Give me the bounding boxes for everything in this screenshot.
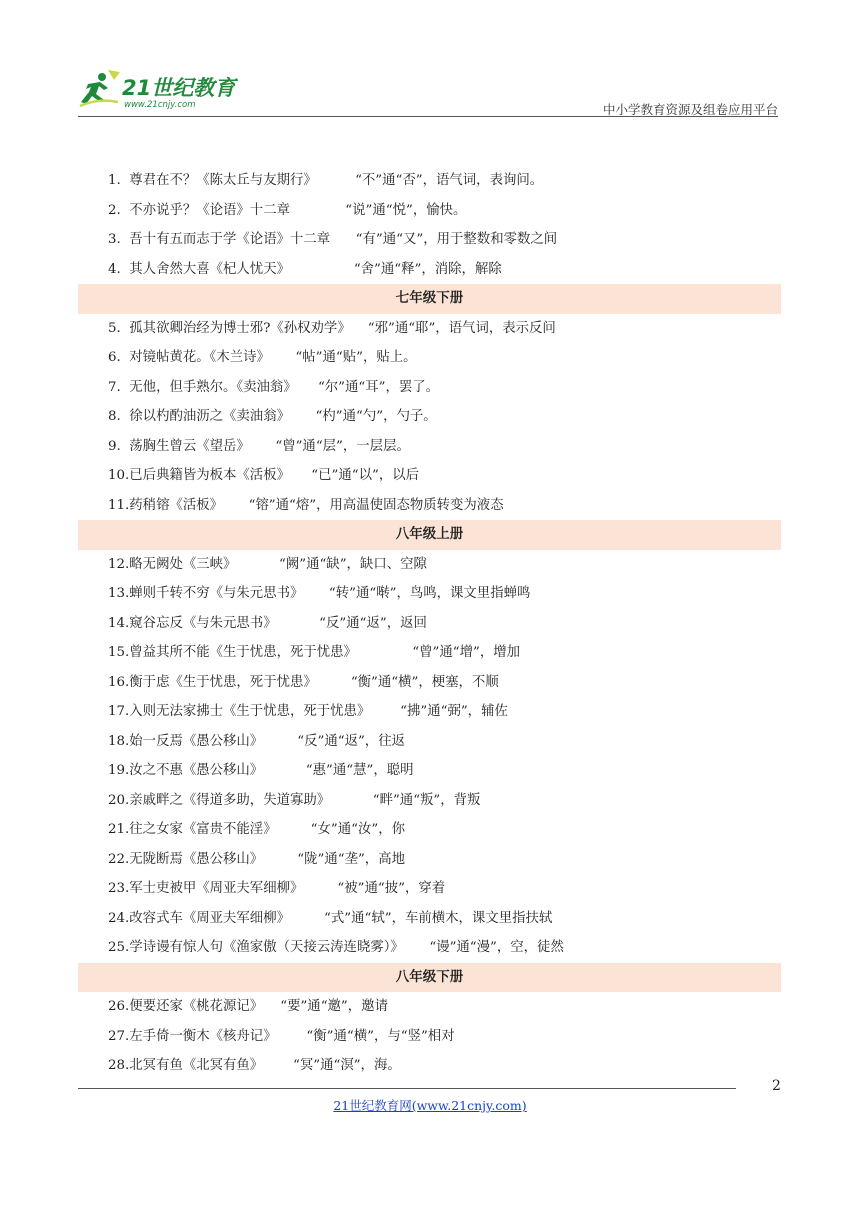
list-item: 17.入则无法家拂士《生于忧患，死于忧患》 “拂”通“弼”，辅佐 [108, 704, 508, 719]
page-number: 2 [772, 1078, 781, 1094]
platform-name: 中小学教育资源及组卷应用平台 [602, 102, 778, 117]
logo [78, 66, 268, 114]
logo-text: 21世纪教育 [122, 76, 236, 100]
list-item: 5. 孤其欲卿治经为博士邪?《孙权劝学》 “邪”通“耶”，语气词，表示反问 [108, 320, 556, 336]
list-item: 19.汝之不惠《愚公移山》 “惠”通“慧”，聪明 [108, 763, 414, 778]
list-item: 6. 对镜帖黄花。《木兰诗》 “帖”通“贴”，贴上。 [108, 350, 417, 365]
list-item: 24.改容式车《周亚夫军细柳》 “式”通“轼”，车前横木，课文里指扶轼 [108, 910, 553, 926]
list-item: 9. 荡胸生曾云《望岳》 “曾”通“层”，一层层。 [108, 438, 410, 454]
list-item: 14.窥谷忘反《与朱元思书》 “反”通“返”，返回 [108, 615, 427, 631]
list-item: 16.衡于虑《生于忧患，死于忧患》 “衡”通“横”，梗塞，不顺 [108, 674, 499, 690]
page-header [78, 66, 778, 118]
list-item: 15.曾益其所不能《生于忧患，死于忧患》 “曾”通“增”，增加 [108, 645, 520, 660]
list-item: 7. 无他，但手熟尔。《卖油翁》 “尔”通“耳”，罢了。 [108, 379, 440, 395]
list-item: 1. 尊君在不？《陈太丘与友期行》 “不”通“否”，语气词，表询问。 [108, 173, 544, 188]
section-heading-grade8-vol2: 八年级下册 [78, 963, 781, 993]
list-item: 11.药稍镕《活板》 “镕”通“熔”，用高温使固态物质转变为液态 [108, 497, 504, 513]
list-item: 4. 其人舍然大喜《杞人忧天》 “舍”通“释”，消除，解除 [108, 261, 502, 277]
list-item: 28.北冥有鱼《北冥有鱼》 “冥”通“溟”，海。 [108, 1058, 401, 1073]
list-item: 18.始一反焉《愚公移山》 “反”通“返”，往返 [108, 733, 405, 749]
list-item: 22.无陇断焉《愚公移山》 “陇”通“垄”，高地 [108, 851, 405, 867]
running-figure-icon [78, 68, 122, 108]
list-item: 12.略无阙处《三峡》 “阙”通“缺”，缺口、空隙 [108, 556, 427, 572]
list-item: 10.已后典籍皆为板本《活板》 “已”通“以”，以后 [108, 468, 419, 483]
section-heading-grade7-vol2: 七年级下册 [78, 284, 781, 314]
list-item: 23.军士吏被甲《周亚夫军细柳》 “被”通“披”，穿着 [108, 881, 446, 896]
list-item: 27.左手倚一衡木《核舟记》 “衡”通“横”，与“竖”相对 [108, 1028, 455, 1044]
list-item: 13.蝉则千转不穷《与朱元思书》 “转”通“啭”，鸟鸣，课文里指蝉鸣 [108, 586, 531, 601]
list-item: 2. 不亦说乎？《论语》十二章 “说”通“悦”，愉快。 [108, 202, 467, 218]
list-item: 8. 徐以杓酌油沥之《卖油翁》 “杓”通“勺”，勺子。 [108, 409, 437, 424]
footer-link[interactable]: 21世纪教育网(www.21cnjy.com) [333, 1098, 527, 1113]
document-body [78, 166, 781, 1081]
logo-url: www.21cnjy.com [124, 100, 196, 110]
list-item: 3. 吾十有五而志于学《论语》十二章 “有”通“又”，用于整数和零数之间 [108, 232, 558, 247]
footer-divider [78, 1088, 736, 1089]
list-item: 21.往之女家《富贵不能淫》 “女”通“汝”，你 [108, 822, 405, 837]
header-divider [78, 116, 778, 117]
list-item: 26.便要还家《桃花源记》 “要”通“邀”，邀请 [108, 999, 388, 1014]
list-item: 20.亲戚畔之《得道多助，失道寡助》 “畔”通“叛”，背叛 [108, 792, 481, 808]
section-heading-grade8-vol1: 八年级上册 [78, 520, 781, 550]
list-item: 25.学诗谩有惊人句《渔家傲（天接云涛连晓雾）》 “谩”通“漫”，空，徒然 [108, 940, 564, 955]
